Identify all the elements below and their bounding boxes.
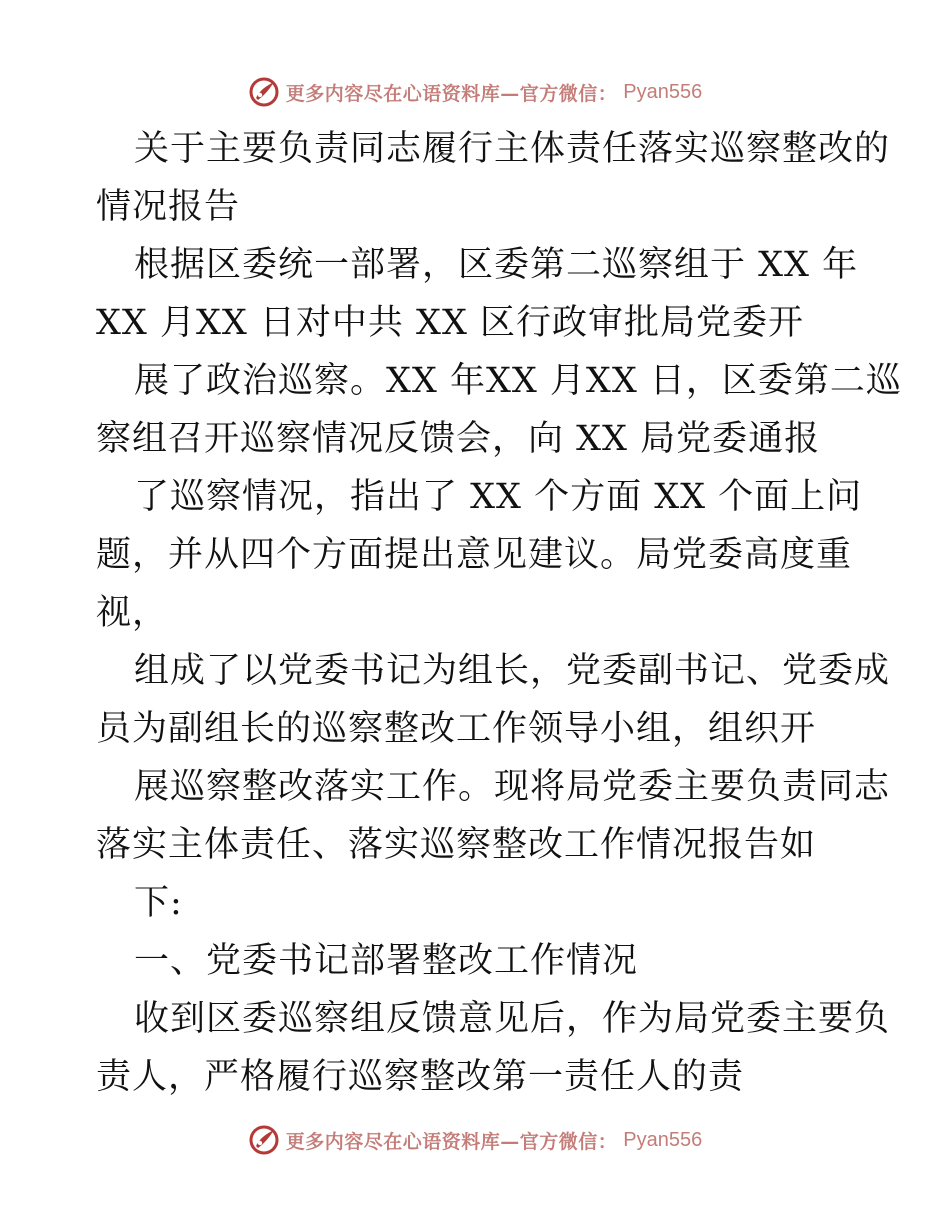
paragraph-line: 下: [134, 883, 183, 923]
watermark-wechat-id: Pyan556 [623, 80, 703, 103]
watermark-wechat-id: Pyan556 [623, 1128, 703, 1151]
paragraph-line: 责人，严格履行巡察整改第一责任人的责 [96, 1057, 745, 1097]
paragraph-line: 题，并从四个方面提出意见建议。局党委高度重 [96, 535, 853, 575]
header-watermark [0, 72, 950, 112]
document-title-line-2: 情况报告 [96, 187, 241, 227]
paragraph-line: 根据区委统一部署，区委第二巡察组于 XX 年 [134, 245, 859, 285]
document-title-line-1: 关于主要负责同志履行主体责任落实巡察整改的 [134, 129, 891, 169]
paragraph-line: XX 月XX 日对中共 XX 区行政审批局党委开 [96, 303, 805, 343]
section-heading: 一、党委书记部署整改工作情况 [134, 941, 639, 981]
paragraph-line: 落实主体责任、落实巡察整改工作情况报告如 [96, 825, 817, 865]
logo-icon [248, 76, 280, 108]
paragraph-line: 展巡察整改落实工作。现将局党委主要负责同志 [134, 767, 891, 807]
paragraph-line: 察组召开巡察情况反馈会，向 XX 局党委通报 [96, 419, 821, 459]
footer-watermark [0, 1120, 950, 1160]
paragraph-line: 视， [96, 593, 169, 633]
paragraph-line: 组成了以党委书记为组长，党委副书记、党委成 [134, 651, 891, 691]
paragraph-line: 收到区委巡察组反馈意见后，作为局党委主要负 [134, 999, 891, 1039]
paragraph-line: 了巡察情况，指出了 XX 个方面 XX 个面上问 [134, 477, 863, 517]
paragraph-line: 展了政治巡察。XX 年XX 月XX 日，区委第二巡 [134, 361, 902, 401]
paragraph-line: 员为副组长的巡察整改工作领导小组，组织开 [96, 709, 817, 749]
document-body [96, 120, 902, 1106]
logo-icon [248, 1124, 280, 1156]
watermark-brand-text: 更多内容尽在心语资料库—官方微信： [285, 82, 618, 105]
watermark-brand-text: 更多内容尽在心语资料库—官方微信： [285, 1130, 618, 1153]
